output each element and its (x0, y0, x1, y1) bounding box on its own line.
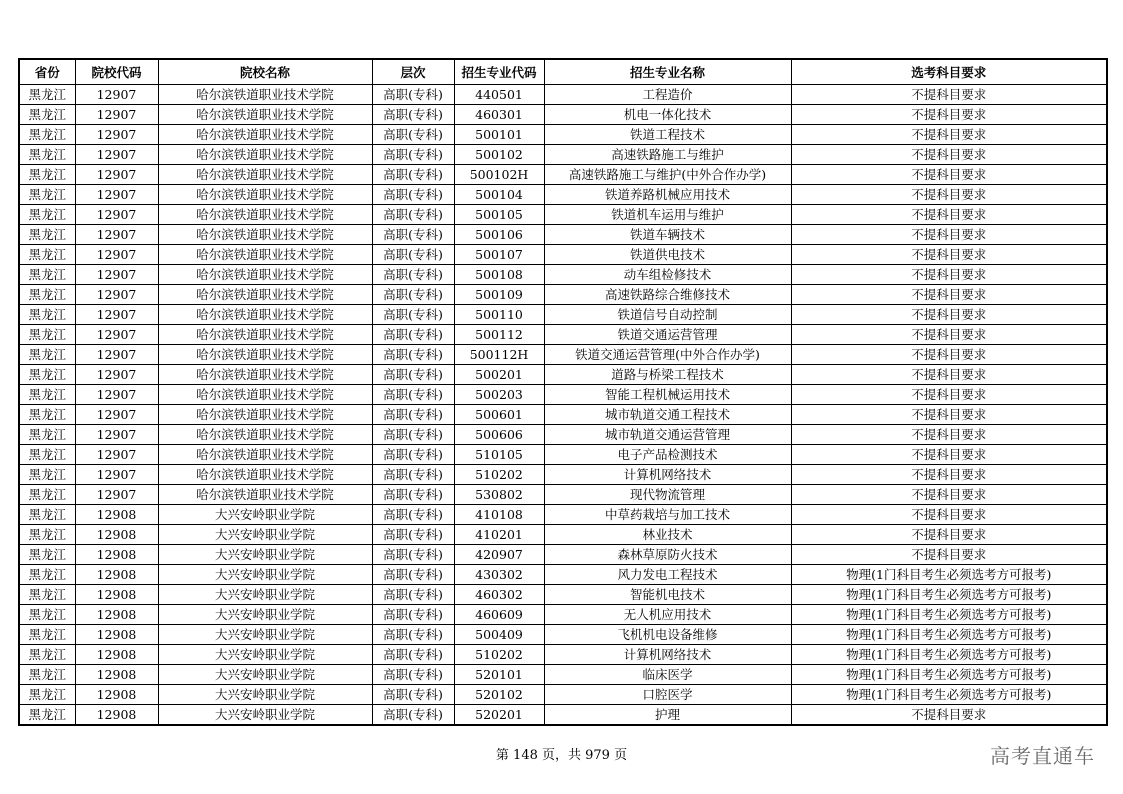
table-cell: 12907 (75, 145, 158, 165)
table-row (19, 485, 1107, 505)
table-cell: 高速铁路综合维修技术 (544, 285, 791, 305)
table-cell: 不提科目要求 (791, 105, 1107, 125)
table-cell: 黑龙江 (19, 425, 75, 445)
table-cell: 12908 (75, 625, 158, 645)
table-cell: 460301 (454, 105, 544, 125)
table-cell: 口腔医学 (544, 685, 791, 705)
table-cell: 工程造价 (544, 85, 791, 105)
table-cell: 500203 (454, 385, 544, 405)
table-cell: 12907 (75, 445, 158, 465)
table-cell: 中草药栽培与加工技术 (544, 505, 791, 525)
table-cell: 不提科目要求 (791, 465, 1107, 485)
table-row (19, 345, 1107, 365)
table-cell: 智能工程机械运用技术 (544, 385, 791, 405)
table-cell: 不提科目要求 (791, 185, 1107, 205)
table-cell: 大兴安岭职业学院 (158, 585, 372, 605)
table-cell: 哈尔滨铁道职业技术学院 (158, 425, 372, 445)
table-cell: 黑龙江 (19, 605, 75, 625)
table-row (19, 165, 1107, 185)
table-cell: 500109 (454, 285, 544, 305)
table-cell: 高职(专科) (372, 285, 454, 305)
table-row (19, 145, 1107, 165)
table-cell: 12907 (75, 265, 158, 285)
table-cell: 大兴安岭职业学院 (158, 705, 372, 726)
table-cell: 林业技术 (544, 525, 791, 545)
table-cell: 黑龙江 (19, 625, 75, 645)
table-cell: 高职(专科) (372, 605, 454, 625)
table-cell: 不提科目要求 (791, 365, 1107, 385)
table-cell: 大兴安岭职业学院 (158, 625, 372, 645)
table-body (19, 85, 1107, 726)
table-cell: 黑龙江 (19, 145, 75, 165)
table-row (19, 565, 1107, 585)
table-cell: 460609 (454, 605, 544, 625)
table-cell: 物理(1门科目考生必须选考方可报考) (791, 685, 1107, 705)
table-cell: 大兴安岭职业学院 (158, 685, 372, 705)
table-cell: 物理(1门科目考生必须选考方可报考) (791, 605, 1107, 625)
table-cell: 不提科目要求 (791, 245, 1107, 265)
table-cell: 黑龙江 (19, 245, 75, 265)
table-cell: 物理(1门科目考生必须选考方可报考) (791, 665, 1107, 685)
table-cell: 物理(1门科目考生必须选考方可报考) (791, 645, 1107, 665)
table-row (19, 125, 1107, 145)
table-cell: 铁道信号自动控制 (544, 305, 791, 325)
table-cell: 高职(专科) (372, 185, 454, 205)
column-header: 省份 (19, 59, 75, 85)
table-cell: 哈尔滨铁道职业技术学院 (158, 305, 372, 325)
table-cell: 森林草原防火技术 (544, 545, 791, 565)
table-cell: 高速铁路施工与维护 (544, 145, 791, 165)
table-cell: 12907 (75, 165, 158, 185)
table-row (19, 425, 1107, 445)
table-cell: 不提科目要求 (791, 165, 1107, 185)
table-cell: 黑龙江 (19, 185, 75, 205)
table-cell: 高职(专科) (372, 405, 454, 425)
table-cell: 420907 (454, 545, 544, 565)
table-cell: 大兴安岭职业学院 (158, 505, 372, 525)
watermark-text: 高考直通车 (990, 744, 1095, 768)
table-cell: 哈尔滨铁道职业技术学院 (158, 345, 372, 365)
table-cell: 哈尔滨铁道职业技术学院 (158, 465, 372, 485)
table-cell: 12908 (75, 665, 158, 685)
table-cell: 不提科目要求 (791, 225, 1107, 245)
table-cell: 不提科目要求 (791, 205, 1107, 225)
table-cell: 大兴安岭职业学院 (158, 645, 372, 665)
table-row (19, 265, 1107, 285)
table-cell: 黑龙江 (19, 545, 75, 565)
table-row (19, 605, 1107, 625)
table-cell: 高速铁路施工与维护(中外合作办学) (544, 165, 791, 185)
table-cell: 高职(专科) (372, 645, 454, 665)
table-cell: 电子产品检测技术 (544, 445, 791, 465)
table-cell: 12907 (75, 225, 158, 245)
table-cell: 高职(专科) (372, 345, 454, 365)
table-cell: 哈尔滨铁道职业技术学院 (158, 145, 372, 165)
table-cell: 计算机网络技术 (544, 465, 791, 485)
table-cell: 410201 (454, 525, 544, 545)
table-cell: 500201 (454, 365, 544, 385)
table-row (19, 105, 1107, 125)
table-cell: 高职(专科) (372, 445, 454, 465)
table-cell: 不提科目要求 (791, 445, 1107, 465)
table-cell: 黑龙江 (19, 325, 75, 345)
table-cell: 高职(专科) (372, 665, 454, 685)
table-cell: 物理(1门科目考生必须选考方可报考) (791, 565, 1107, 585)
table-cell: 黑龙江 (19, 565, 75, 585)
table-cell: 460302 (454, 585, 544, 605)
table-row (19, 405, 1107, 425)
table-cell: 高职(专科) (372, 365, 454, 385)
table-cell: 现代物流管理 (544, 485, 791, 505)
table-cell: 城市轨道交通工程技术 (544, 405, 791, 425)
table-cell: 哈尔滨铁道职业技术学院 (158, 405, 372, 425)
table-cell: 不提科目要求 (791, 485, 1107, 505)
table-cell: 黑龙江 (19, 505, 75, 525)
table-cell: 城市轨道交通运营管理 (544, 425, 791, 445)
table-cell: 500112 (454, 325, 544, 345)
column-header: 院校代码 (75, 59, 158, 85)
table-cell: 哈尔滨铁道职业技术学院 (158, 285, 372, 305)
table-cell: 飞机机电设备维修 (544, 625, 791, 645)
table-cell: 哈尔滨铁道职业技术学院 (158, 365, 372, 385)
table-cell: 12907 (75, 285, 158, 305)
table-cell: 12907 (75, 185, 158, 205)
table-cell: 高职(专科) (372, 245, 454, 265)
table-cell: 高职(专科) (372, 265, 454, 285)
table-row (19, 245, 1107, 265)
table-row (19, 525, 1107, 545)
table-cell: 12908 (75, 585, 158, 605)
table-row (19, 665, 1107, 685)
table-cell: 高职(专科) (372, 705, 454, 726)
table-cell: 12907 (75, 85, 158, 105)
table-cell: 500409 (454, 625, 544, 645)
table-row (19, 225, 1107, 245)
table-cell: 高职(专科) (372, 425, 454, 445)
table-cell: 510202 (454, 645, 544, 665)
table-cell: 510105 (454, 445, 544, 465)
table-cell: 哈尔滨铁道职业技术学院 (158, 485, 372, 505)
table-cell: 哈尔滨铁道职业技术学院 (158, 85, 372, 105)
table-cell: 高职(专科) (372, 125, 454, 145)
table-row (19, 625, 1107, 645)
table-cell: 12907 (75, 365, 158, 385)
table-row (19, 465, 1107, 485)
table-row (19, 705, 1107, 726)
table-cell: 动车组检修技术 (544, 265, 791, 285)
table-cell: 大兴安岭职业学院 (158, 565, 372, 585)
table-cell: 不提科目要求 (791, 265, 1107, 285)
table-cell: 哈尔滨铁道职业技术学院 (158, 185, 372, 205)
table-cell: 12908 (75, 605, 158, 625)
table-header-row (19, 59, 1107, 85)
table-cell: 500105 (454, 205, 544, 225)
table-cell: 12908 (75, 685, 158, 705)
table-cell: 高职(专科) (372, 385, 454, 405)
table-row (19, 385, 1107, 405)
table-cell: 高职(专科) (372, 565, 454, 585)
table-cell: 12907 (75, 105, 158, 125)
table-row (19, 285, 1107, 305)
table-cell: 12907 (75, 385, 158, 405)
table-cell: 高职(专科) (372, 545, 454, 565)
table-cell: 不提科目要求 (791, 705, 1107, 726)
table-cell: 12907 (75, 485, 158, 505)
column-header: 招生专业代码 (454, 59, 544, 85)
table-cell: 高职(专科) (372, 305, 454, 325)
table-row (19, 685, 1107, 705)
table-row (19, 205, 1107, 225)
table-cell: 黑龙江 (19, 405, 75, 425)
table-cell: 哈尔滨铁道职业技术学院 (158, 245, 372, 265)
table-cell: 铁道养路机械应用技术 (544, 185, 791, 205)
table-cell: 500104 (454, 185, 544, 205)
table-cell: 智能机电技术 (544, 585, 791, 605)
table-cell: 高职(专科) (372, 145, 454, 165)
table-cell: 不提科目要求 (791, 145, 1107, 165)
table-cell: 黑龙江 (19, 365, 75, 385)
table-cell: 黑龙江 (19, 85, 75, 105)
table-cell: 不提科目要求 (791, 545, 1107, 565)
table-cell: 500107 (454, 245, 544, 265)
table-cell: 高职(专科) (372, 325, 454, 345)
table-cell: 高职(专科) (372, 685, 454, 705)
table-cell: 12907 (75, 425, 158, 445)
table-cell: 高职(专科) (372, 105, 454, 125)
table-cell: 500601 (454, 405, 544, 425)
table-cell: 黑龙江 (19, 305, 75, 325)
column-header: 院校名称 (158, 59, 372, 85)
table-row (19, 445, 1107, 465)
table-cell: 430302 (454, 565, 544, 585)
table-cell: 高职(专科) (372, 85, 454, 105)
table-cell: 黑龙江 (19, 205, 75, 225)
table-cell: 黑龙江 (19, 665, 75, 685)
table-cell: 黑龙江 (19, 285, 75, 305)
table-cell: 临床医学 (544, 665, 791, 685)
table-cell: 12907 (75, 125, 158, 145)
table-cell: 不提科目要求 (791, 425, 1107, 445)
table-cell: 无人机应用技术 (544, 605, 791, 625)
table-row (19, 645, 1107, 665)
table-cell: 不提科目要求 (791, 345, 1107, 365)
table-cell: 12908 (75, 545, 158, 565)
table-cell: 高职(专科) (372, 625, 454, 645)
table-cell: 铁道车辆技术 (544, 225, 791, 245)
enrollment-table (18, 58, 1108, 726)
table-cell: 500102H (454, 165, 544, 185)
table-cell: 计算机网络技术 (544, 645, 791, 665)
table-cell: 哈尔滨铁道职业技术学院 (158, 125, 372, 145)
table-cell: 铁道供电技术 (544, 245, 791, 265)
table-cell: 大兴安岭职业学院 (158, 545, 372, 565)
table-cell: 12907 (75, 205, 158, 225)
table-row (19, 185, 1107, 205)
table-cell: 不提科目要求 (791, 325, 1107, 345)
table-cell: 哈尔滨铁道职业技术学院 (158, 165, 372, 185)
table-cell: 12908 (75, 705, 158, 726)
table-cell: 哈尔滨铁道职业技术学院 (158, 105, 372, 125)
table-cell: 高职(专科) (372, 205, 454, 225)
table-cell: 不提科目要求 (791, 405, 1107, 425)
table-cell: 500101 (454, 125, 544, 145)
table-cell: 黑龙江 (19, 225, 75, 245)
table-cell: 高职(专科) (372, 585, 454, 605)
table-row (19, 85, 1107, 105)
table-cell: 铁道机车运用与维护 (544, 205, 791, 225)
table-cell: 12908 (75, 525, 158, 545)
table-cell: 黑龙江 (19, 105, 75, 125)
table-cell: 物理(1门科目考生必须选考方可报考) (791, 625, 1107, 645)
table-cell: 不提科目要求 (791, 85, 1107, 105)
table-cell: 不提科目要求 (791, 505, 1107, 525)
table-cell: 500108 (454, 265, 544, 285)
table-cell: 410108 (454, 505, 544, 525)
table-cell: 500112H (454, 345, 544, 365)
table-cell: 12907 (75, 325, 158, 345)
table-cell: 物理(1门科目考生必须选考方可报考) (791, 585, 1107, 605)
table-cell: 黑龙江 (19, 485, 75, 505)
table-cell: 440501 (454, 85, 544, 105)
table-cell: 高职(专科) (372, 225, 454, 245)
table-cell: 黑龙江 (19, 385, 75, 405)
table-row (19, 505, 1107, 525)
table-cell: 高职(专科) (372, 465, 454, 485)
table-cell: 黑龙江 (19, 525, 75, 545)
table-cell: 道路与桥梁工程技术 (544, 365, 791, 385)
table-cell: 12907 (75, 245, 158, 265)
table-cell: 500606 (454, 425, 544, 445)
table-cell: 530802 (454, 485, 544, 505)
table-cell: 黑龙江 (19, 125, 75, 145)
table-cell: 黑龙江 (19, 445, 75, 465)
table-cell: 不提科目要求 (791, 125, 1107, 145)
table-cell: 不提科目要求 (791, 525, 1107, 545)
table-cell: 黑龙江 (19, 585, 75, 605)
table-cell: 风力发电工程技术 (544, 565, 791, 585)
table-cell: 黑龙江 (19, 265, 75, 285)
table-cell: 不提科目要求 (791, 385, 1107, 405)
table-cell: 哈尔滨铁道职业技术学院 (158, 205, 372, 225)
table-cell: 护理 (544, 705, 791, 726)
table-cell: 大兴安岭职业学院 (158, 665, 372, 685)
table-row (19, 325, 1107, 345)
table-cell: 黑龙江 (19, 645, 75, 665)
table-cell: 哈尔滨铁道职业技术学院 (158, 445, 372, 465)
table-cell: 大兴安岭职业学院 (158, 605, 372, 625)
table-cell: 高职(专科) (372, 505, 454, 525)
table-cell: 12907 (75, 465, 158, 485)
table-cell: 高职(专科) (372, 485, 454, 505)
column-header: 选考科目要求 (791, 59, 1107, 85)
table-cell: 铁道交通运营管理(中外合作办学) (544, 345, 791, 365)
table-cell: 机电一体化技术 (544, 105, 791, 125)
table-cell: 黑龙江 (19, 465, 75, 485)
table-cell: 500110 (454, 305, 544, 325)
page-number: 第 148 页，共 979 页 (495, 748, 628, 763)
table-cell: 12908 (75, 505, 158, 525)
table-row (19, 545, 1107, 565)
table-row (19, 305, 1107, 325)
table-cell: 12908 (75, 645, 158, 665)
table-cell: 大兴安岭职业学院 (158, 525, 372, 545)
table-cell: 12907 (75, 305, 158, 325)
table-cell: 黑龙江 (19, 345, 75, 365)
table-cell: 12907 (75, 345, 158, 365)
table-cell: 520101 (454, 665, 544, 685)
table-cell: 黑龙江 (19, 705, 75, 726)
table-cell: 520201 (454, 705, 544, 726)
column-header: 层次 (372, 59, 454, 85)
table-row (19, 585, 1107, 605)
table-cell: 黑龙江 (19, 685, 75, 705)
table-cell: 哈尔滨铁道职业技术学院 (158, 385, 372, 405)
table-cell: 500102 (454, 145, 544, 165)
table-cell: 哈尔滨铁道职业技术学院 (158, 225, 372, 245)
table-cell: 12907 (75, 405, 158, 425)
table-cell: 铁道交通运营管理 (544, 325, 791, 345)
table-cell: 哈尔滨铁道职业技术学院 (158, 265, 372, 285)
column-header: 招生专业名称 (544, 59, 791, 85)
table-cell: 不提科目要求 (791, 285, 1107, 305)
table-cell: 510202 (454, 465, 544, 485)
table-cell: 500106 (454, 225, 544, 245)
table-cell: 黑龙江 (19, 165, 75, 185)
table-cell: 520102 (454, 685, 544, 705)
table-cell: 铁道工程技术 (544, 125, 791, 145)
table-cell: 高职(专科) (372, 165, 454, 185)
table-cell: 哈尔滨铁道职业技术学院 (158, 325, 372, 345)
table-cell: 12908 (75, 565, 158, 585)
table-row (19, 365, 1107, 385)
table-cell: 不提科目要求 (791, 305, 1107, 325)
table-cell: 高职(专科) (372, 525, 454, 545)
